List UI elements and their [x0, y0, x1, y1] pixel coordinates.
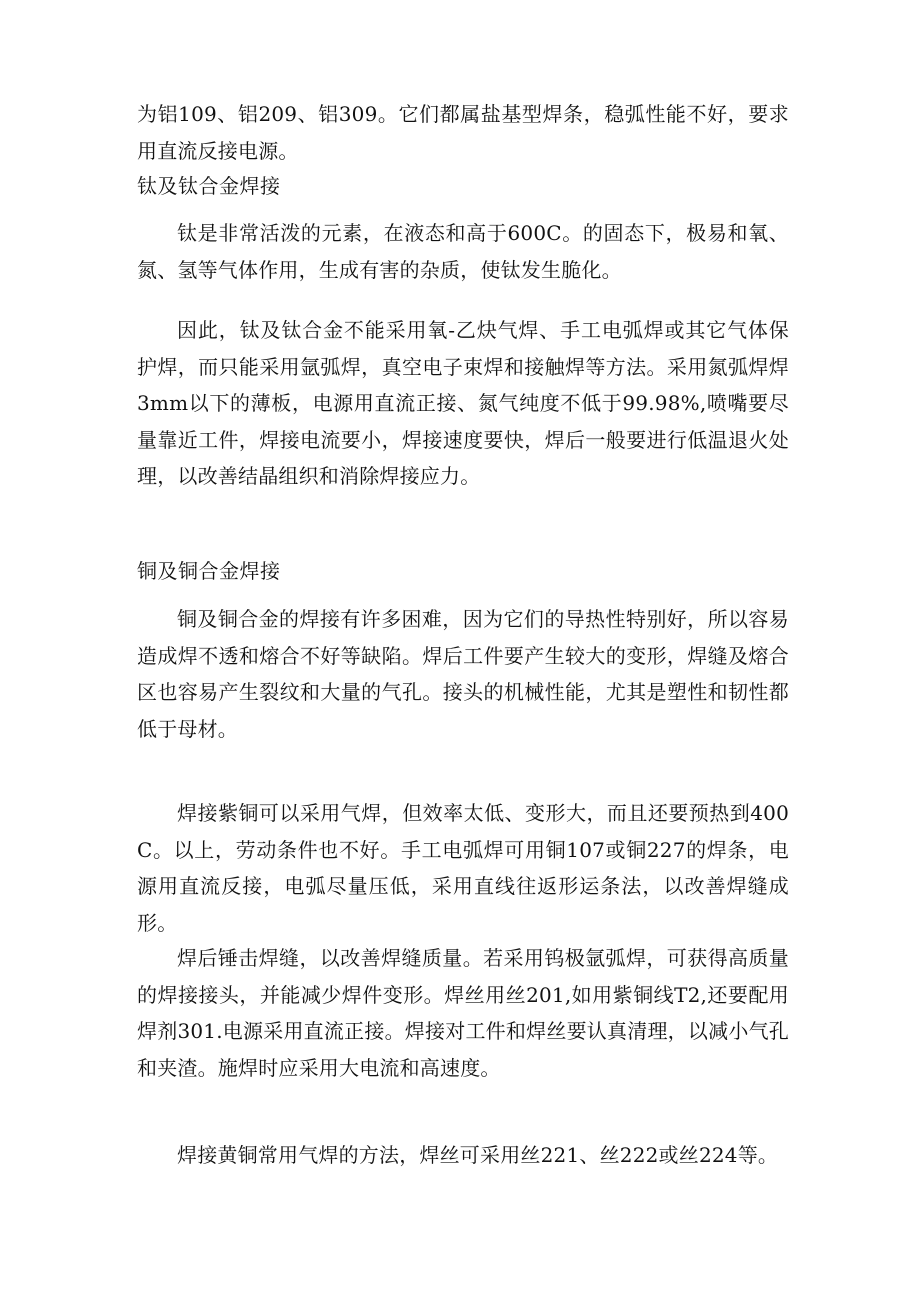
section-heading-titanium: 钛及钛合金焊接 [137, 174, 281, 198]
paragraph-titanium-properties: 钛是非常活泼的元素，在液态和高于600C。的固态下，极易和氧、氮、氢等气体作用，生成有害的杂质，使钛发生脆化。 [137, 221, 789, 282]
paragraph-hammering-tig: 焊后锤击焊缝，以改善焊缝质量。若采用钨极氩弧焊，可获得高质量的焊接接头，并能减少焊件变形。焊丝用丝201,如用紫铜线T2,还要配用焊剂301.电源采用直流正接。焊接对工件和焊丝要认真清理，以减小气孔和夹渣。施焊时应采用大电流和高速度。 [137, 946, 789, 1080]
section-heading-copper: 铜及铜合金焊接 [137, 559, 281, 583]
paragraph-red-copper-welding: 焊接紫铜可以采用气焊，但效率太低、变形大，而且还要预热到400C。以上，劳动条件也不好。手工电弧焊可用铜107或铜227的焊条，电源用直流反接，电弧尽量压低，采用直线往返形运条法，以改善焊缝成形。 [137, 801, 789, 935]
paragraph-brass-welding: 焊接黄铜常用气焊的方法，焊丝可采用丝221、丝222或丝224等。 [177, 1143, 779, 1167]
paragraph-titanium-methods: 因此，钛及钛合金不能采用氧-乙炔气焊、手工电弧焊或其它气体保护焊，而只能采用氩弧焊，真空电子束焊和接触焊等方法。采用氮弧焊焊3mm以下的薄板，电源用直流正接、氮气纯度不低于99.98%,喷嘴要尽量靠近工件，焊接电流要小，焊接速度要快，焊后一般要进行低温退火处理，以改善结晶组织和消除焊接应力。 [137, 318, 789, 488]
paragraph-copper-difficulties: 铜及铜合金的焊接有许多困难，因为它们的导热性特别好，所以容易造成焊不透和熔合不好等缺陷。焊后工件要产生较大的变形，焊缝及熔合区也容易产生裂纹和大量的气孔。接头的机械性能，尤其是塑性和韧性都低于母材。 [137, 607, 789, 741]
paragraph-aluminum-electrodes: 为铝109、铝209、铝309。它们都属盐基型焊条，稳弧性能不好，要求用直流反接电源。 [137, 102, 789, 163]
